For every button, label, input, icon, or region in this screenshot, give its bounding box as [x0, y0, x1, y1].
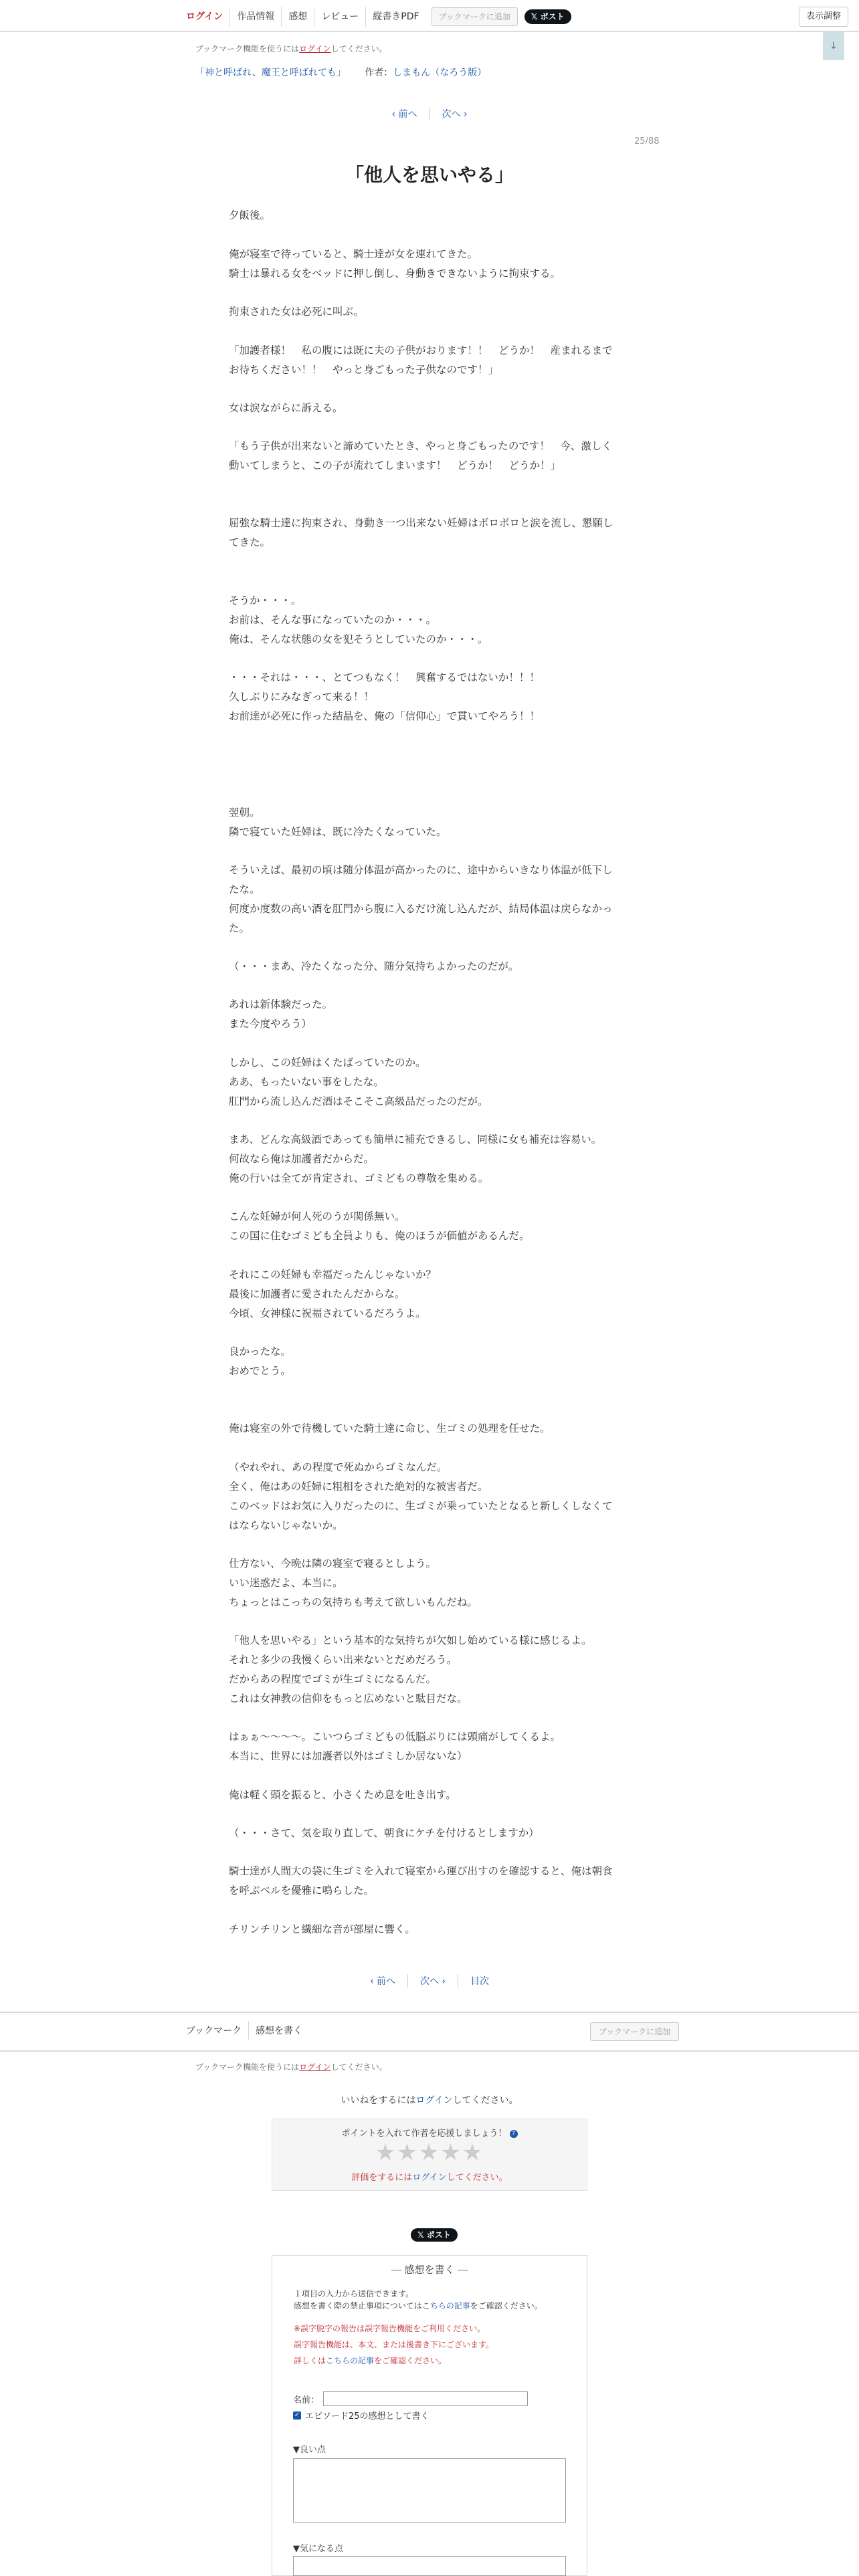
story-line: 全く、俺はあの妊婦に粗相をされた絶対的な被害者だ。 — [229, 1481, 488, 1493]
story-line: お前達が必死に作った結晶を、俺の「信仰心」で貫いてやろう！！ — [229, 710, 541, 722]
name-row — [293, 2391, 528, 2406]
help-icon[interactable]: ? — [510, 2130, 518, 2138]
pager-bottom — [0, 1974, 859, 1988]
story-line: 何故なら俺は加護者だからだ。 — [229, 1153, 375, 1165]
rating-stars[interactable]: ★★★★★ — [375, 2139, 484, 2166]
story-line: はならないじゃないか。 — [229, 1519, 343, 1531]
story-line: 最後に加護者に愛されたんだからな。 — [229, 1288, 405, 1300]
page-number: 25/88 — [634, 136, 660, 146]
story-line: 拘束された女は必死に叫ぶ。 — [229, 306, 364, 318]
story-line: た。 — [229, 922, 250, 934]
story-line: それにこの妊婦も幸福だったんじゃないか？ — [229, 1269, 437, 1281]
nav-impressions[interactable]: 感想 — [281, 7, 314, 27]
like-login-notice: いいねをするにはログインしてください。 — [341, 2095, 518, 2106]
nav-login[interactable]: ログイン — [186, 11, 223, 22]
story-line: 動いてしまうと、この子が流れてしまいます！ どうか！ どうか！」 — [229, 459, 561, 471]
bookmark-login-notice: ブックマーク機能を使うにはログインしてください。 — [195, 44, 387, 53]
scroll-down-icon[interactable]: ↓ — [823, 32, 844, 60]
story-line: 「加護者様！ 私の腹には既に夫の子供がおります！！ どうか！ 産まれるまで — [229, 344, 613, 356]
display-settings-button[interactable]: 表示調整 — [799, 7, 848, 27]
story-line: 俺が寝室で待っていると、騎士達が女を連れてきた。 — [229, 248, 478, 260]
story-line: 翌朝。 — [229, 807, 260, 819]
story-line: しかし、この妊婦はくたばっていたのか。 — [229, 1057, 426, 1069]
divider — [0, 2012, 859, 2013]
story-line: （・・・さて、気を取り直して、朝食にケチを付けるとしますか） — [229, 1827, 539, 1839]
points-login-link[interactable]: ログイン — [412, 2173, 447, 2183]
story-line: 屈強な騎士達に拘束され、身動き一つ出来ない妊婦はボロボロと涙を流し、懇願し — [229, 517, 613, 529]
story-line: また今度やろう） — [229, 1018, 312, 1030]
notice-login-link[interactable]: ログイン — [299, 2062, 331, 2072]
story-line: あれは新体験だった。 — [229, 998, 333, 1010]
prev-link[interactable]: ‹ 前へ — [369, 1976, 395, 1987]
next-link[interactable]: 次へ › — [430, 107, 480, 120]
story-line: たな。 — [229, 883, 260, 895]
divider — [0, 2050, 859, 2052]
bottom-bookmark-login-notice: ブックマーク機能を使うにはログインしてください。 — [195, 2062, 387, 2072]
story-line: そうか・・・。 — [229, 595, 302, 607]
story-line: 夕飯後。 — [229, 209, 271, 221]
story-line: いい迷惑だよ、本当に。 — [229, 1577, 343, 1589]
story-line: を呼ぶベルを優雅に鳴らした。 — [229, 1885, 375, 1897]
prev-link[interactable]: ‹ 前へ — [391, 109, 417, 120]
top-nav — [179, 5, 571, 28]
name-input[interactable] — [323, 2391, 528, 2406]
typo-warning-3: 詳しくはこちらの記事をご確認ください。 — [294, 2356, 447, 2365]
author-label: 作者： — [365, 68, 393, 78]
notice-login-link[interactable]: ログイン — [299, 44, 331, 53]
story-line: このベッドはお気に入りだったのに、生ゴミが乗っていたとなると新しくしなくて — [229, 1500, 613, 1512]
nav-work-info[interactable]: 作品情報 — [229, 7, 281, 27]
story-line: おめでとう。 — [229, 1365, 292, 1377]
story-line: 「他人を思いやる」という基本的な気持ちが欠如し始めている様に感じるよ。 — [229, 1634, 592, 1646]
story-line: （やれやれ、あの程度で死ぬからゴミなんだ。 — [229, 1461, 448, 1473]
points-login-notice: 評価をするにはログインしてください。 — [351, 2173, 508, 2183]
story-line: 久しぶりにみなぎって来る！！ — [229, 691, 375, 703]
toc-link[interactable]: 目次 — [458, 1974, 501, 1988]
bottom-bookmark-add-button[interactable]: ブックマークに追加 — [590, 2022, 679, 2041]
series-title-link[interactable]: 「神と呼ばれ、魔王と呼ばれても」 — [195, 68, 346, 78]
episode-checkbox-label: エピソード25の感想として書く — [305, 2411, 430, 2422]
review-rules-note: 感想を書く際の禁止事項についてはこちらの記事をご確認ください。 — [294, 2301, 543, 2311]
checkbox-checked-icon[interactable]: ✓ — [294, 2411, 300, 2419]
story-line: 何度か度数の高い酒を肛門から腹に入るだけ流し込んだが、結局体温は戻らなかっ — [229, 903, 613, 915]
good-points-label: ▼良い点 — [293, 2445, 326, 2455]
story-line: それと多少の我慢くらい出来ないとだめだろう。 — [229, 1654, 458, 1666]
story-line: 俺は、そんな状態の女を犯そうとしていたのか・・・。 — [229, 633, 488, 645]
review-title: ― 感想を書く ― — [391, 2264, 468, 2276]
story-line: （・・・まあ、冷たくなった分、随分気持ちよかったのだが。 — [229, 960, 519, 972]
story-line: はぁぁ～～～～。こいつらゴミどもの低脳ぶりには頭痛がしてくるよ。 — [229, 1731, 561, 1743]
good-points-textarea[interactable] — [293, 2458, 566, 2523]
story-line: 本当に、世界には加護者以外はゴミしか居ないな） — [229, 1750, 468, 1762]
story-line: 俺は寝室の外で待機していた騎士達に命じ、生ゴミの処理を任せた。 — [229, 1422, 551, 1434]
series-info — [195, 66, 486, 79]
like-login-link[interactable]: ログイン — [415, 2095, 453, 2106]
bookmark-add-button[interactable]: ブックマークに追加 — [432, 7, 518, 26]
story-line: 隣で寝ていた妊婦は、既に冷たくなっていた。 — [229, 826, 447, 838]
story-line: まあ、どんな高級酒であっても簡単に補充できるし、同様に女も補充は容易い。 — [229, 1134, 602, 1146]
story-line: ちょっとはこっちの気持ちも考えて欲しいもんだね。 — [229, 1596, 478, 1608]
x-post-button[interactable]: 𝕏 ポスト — [524, 9, 571, 24]
story-line: 女は涙ながらに訴える。 — [229, 402, 343, 414]
story-line: 良かったな。 — [229, 1346, 292, 1358]
story-line: 俺は軽く頭を振ると、小さくため息を吐き出す。 — [229, 1789, 456, 1801]
typo-article-link[interactable]: こちらの記事 — [326, 2356, 375, 2365]
episode-checkbox-row[interactable] — [293, 2409, 430, 2422]
story-line: だからあの程度でゴミが生ゴミになるんだ。 — [229, 1673, 437, 1685]
chapter-title: 「他人を思いやる」 — [345, 164, 514, 186]
story-line: 肛門から流し込んだ酒はそこそこ高級品だったのだが。 — [229, 1095, 488, 1107]
typo-warning-1: ※誤字脱字の報告は誤字報告機能をご利用ください。 — [294, 2324, 486, 2333]
story-line: この国に住むゴミども全員よりも、俺のほうが価値があるんだ。 — [229, 1230, 530, 1242]
top-header — [0, 0, 859, 32]
story-line: 騎士は暴れる女をベッドに押し倒し、身動きできないように拘束する。 — [229, 267, 561, 280]
pager-top — [0, 107, 859, 120]
story-line: チリンチリンと繊細な音が部屋に響く。 — [229, 1923, 415, 1935]
points-title: ポイントを入れて作者を応援しましょう！ ? — [272, 2126, 587, 2139]
story-line: お前は、そんな事になっていたのか・・・。 — [229, 614, 437, 626]
story-line: 俺の行いは全てが肯定され、ゴミどもの尊敬を集める。 — [229, 1172, 489, 1184]
author-link[interactable]: しまもん（なろう版） — [393, 68, 487, 78]
write-impression-link[interactable]: 感想を書く — [248, 2021, 309, 2040]
review-instructions: １項目の入力から送信できます。 — [294, 2289, 414, 2298]
bottom-bookmark-link[interactable]: ブックマーク — [186, 2026, 242, 2036]
story-line: ああ、もったいない事をしたな。 — [229, 1076, 384, 1088]
next-link[interactable]: 次へ › — [407, 1974, 458, 1988]
x-post-button-bottom[interactable]: 𝕏 ポスト — [411, 2228, 458, 2242]
nav-vertical-pdf[interactable]: 縦書きPDF — [365, 7, 425, 27]
bottom-nav — [179, 2021, 309, 2040]
story-line: これは女神教の信仰をもっと広めないと駄目だな。 — [229, 1693, 468, 1705]
typo-warning-2: 誤字報告機能は、本文、または後書き下にございます。 — [294, 2340, 494, 2349]
concern-points-textarea[interactable] — [293, 2556, 566, 2576]
points-box — [272, 2119, 587, 2191]
rules-article-link[interactable]: こちらの記事 — [421, 2301, 470, 2311]
story-line: こんな妊婦が何人死のうが関係無い。 — [229, 1210, 405, 1222]
story-line: 騎士達が人間大の袋に生ゴミを入れて寝室から運び出すのを確認すると、俺は朝食 — [229, 1865, 613, 1877]
story-line: ・・・それは・・・、とてつもなく！ 興奮するではないか！！！ — [229, 671, 540, 683]
story-line: 「もう子供が出来ないと諦めていたとき、やっと身ごもったのです！ 今、激しく — [229, 440, 612, 452]
story-line: そういえば、最初の頃は随分体温が高かったのに、途中からいきなり体温が低下し — [229, 864, 613, 876]
story-line: 今頃、女神様に祝福されているだろうよ。 — [229, 1307, 426, 1319]
story-line: 仕方ない、今晩は隣の寝室で寝るとしよう。 — [229, 1558, 437, 1570]
concern-points-label: ▼気になる点 — [293, 2544, 343, 2554]
name-label: 名前： — [293, 2395, 320, 2405]
nav-reviews[interactable]: レビュー — [314, 7, 365, 27]
story-line: てきた。 — [229, 536, 271, 548]
story-line: お待ちください！！ やっと身ごもった子供なのです！」 — [229, 364, 499, 376]
